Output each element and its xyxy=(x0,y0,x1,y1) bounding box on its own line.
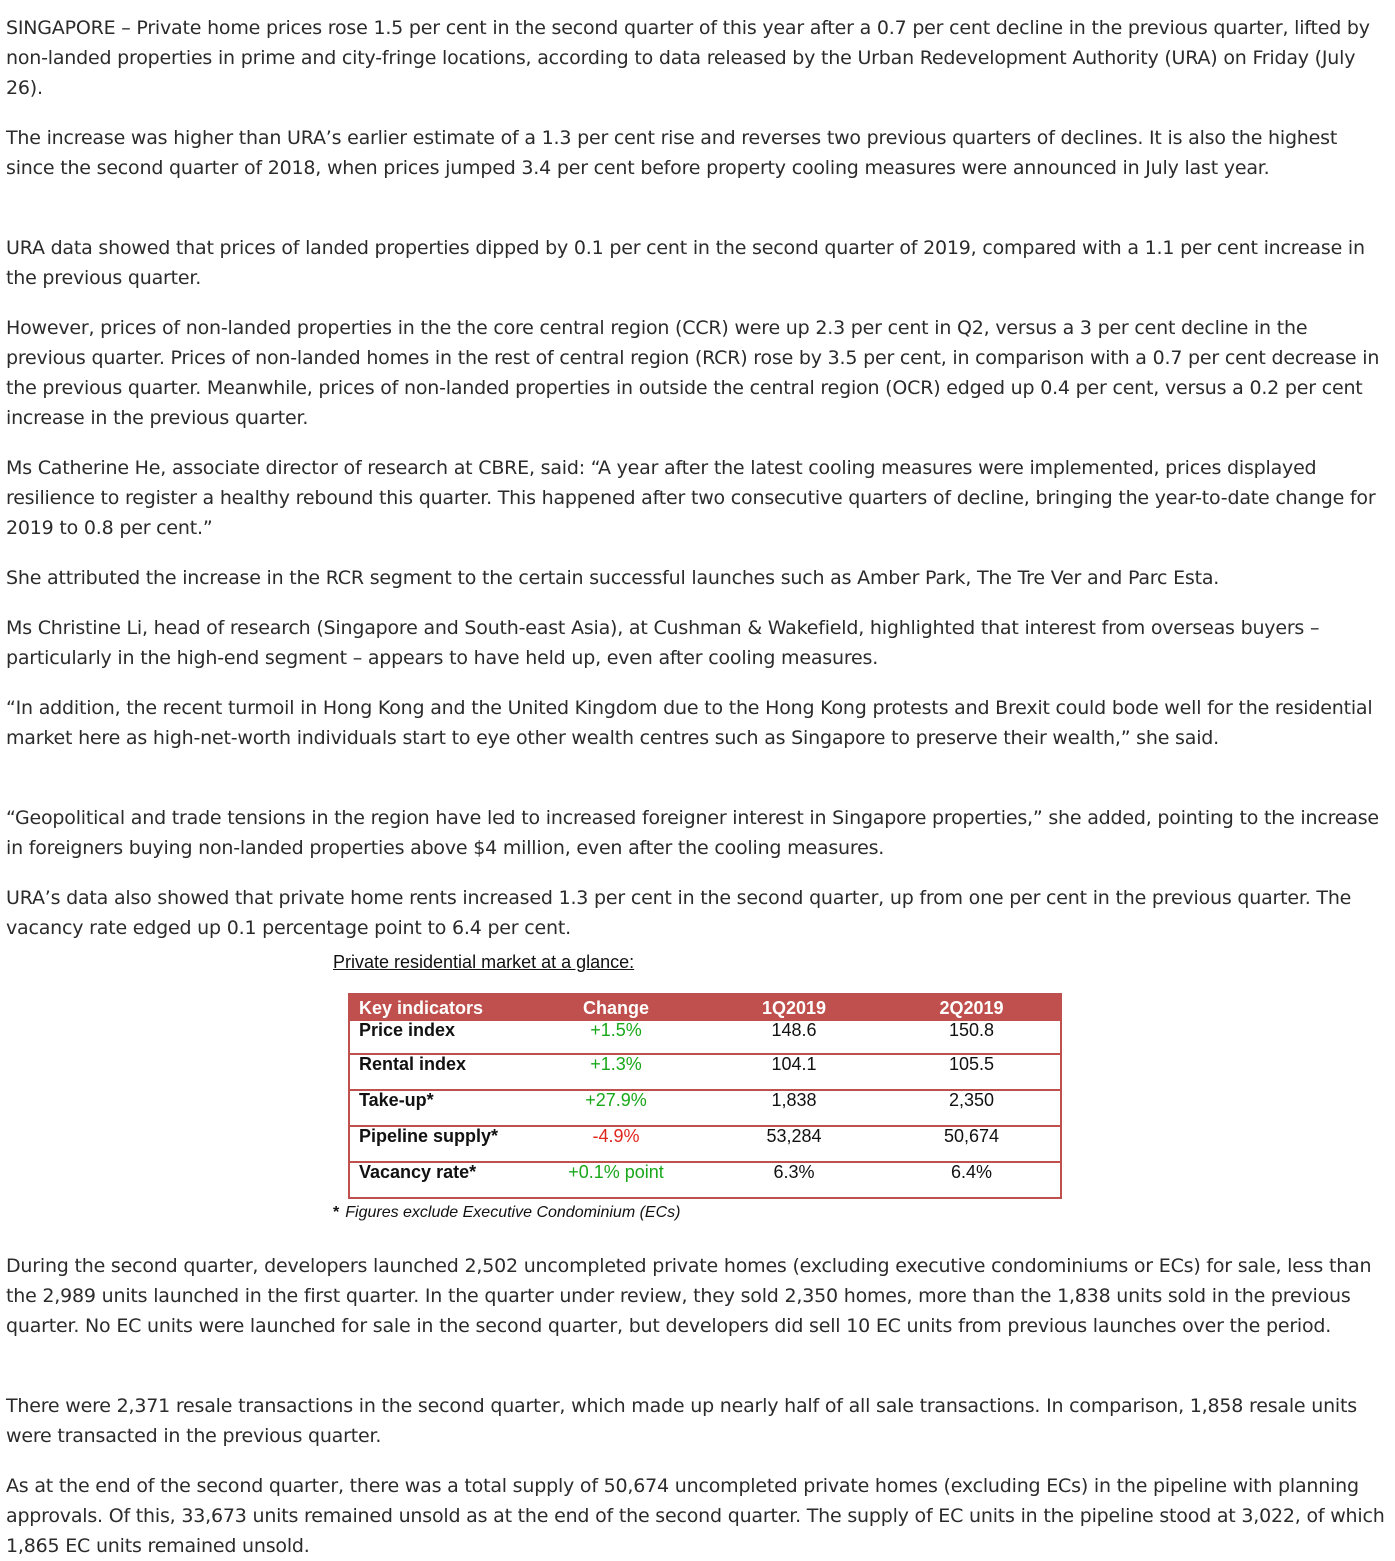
table-footnote xyxy=(333,1203,680,1223)
indicator-cell: Take-up* xyxy=(349,1090,527,1126)
indicator-cell: Rental index xyxy=(349,1054,527,1090)
footnote-marker: * xyxy=(333,1204,340,1221)
article-paragraph-1: SINGAPORE – Private home prices rose 1.5 per cent in the second quarter of this year after a 0.7 per cent decline in the previous quarter, lifted by non-landed properties in prime and city-fringe locations, according to data released by the Urban Redevelopment Authority (URA) on Friday (July 26). xyxy=(6,17,1370,99)
article-paragraph-7: Ms Christine Li, head of research (Singapore and South-east Asia), at Cushman & Wakefield, highlighted that interest from overseas buyers – particularly in the high-end segment – appears to have held up, even after cooling measures. xyxy=(6,617,1320,669)
q2-cell: 150.8 xyxy=(883,1021,1061,1054)
q2-cell: 50,674 xyxy=(883,1126,1061,1162)
q1-cell: 53,284 xyxy=(705,1126,883,1162)
table-row xyxy=(349,1021,1061,1054)
q1-cell: 1,838 xyxy=(705,1090,883,1126)
q2-cell: 6.4% xyxy=(883,1162,1061,1198)
q1-cell: 148.6 xyxy=(705,1021,883,1054)
article-paragraph-11: During the second quarter, developers launched 2,502 uncompleted private homes (excluding executive condominiums or ECs) for sale, less than the 2,989 units launched in the first quarter. In the quarter under review, they sold 2,350 homes, more than the 1,838 units sold in the previous quarter. No EC units were launched for sale in the second quarter, but developers did sell 10 EC units from previous launches over the period. xyxy=(6,1255,1372,1337)
change-cell: +1.5% xyxy=(527,1021,705,1054)
change-cell: +0.1% point xyxy=(527,1162,705,1198)
change-cell: +1.3% xyxy=(527,1054,705,1090)
q1-cell: 104.1 xyxy=(705,1054,883,1090)
article-paragraph-6: She attributed the increase in the RCR segment to the certain successful launches such as Amber Park, The Tre Ver and Parc Esta. xyxy=(6,567,1220,589)
article-paragraph-8: “In addition, the recent turmoil in Hong Kong and the United Kingdom due to the Hong Kong protests and Brexit could bode well for the residential market here as high-net-worth individuals start to eye other wealth centres such as Singapore to preserve their wealth,” she said. xyxy=(6,697,1373,749)
article-paragraph-12: There were 2,371 resale transactions in the second quarter, which made up nearly half of all sale transactions. In comparison, 1,858 resale units were transacted in the previous quarter. xyxy=(6,1395,1357,1447)
article-paragraph-2: The increase was higher than URA’s earlier estimate of a 1.3 per cent rise and reverses two previous quarters of declines. It is also the highest since the second quarter of 2018, when prices jumped 3.4 per cent before property cooling measures were announced in July last year. xyxy=(6,127,1338,179)
header-key-indicators: Key indicators xyxy=(349,994,527,1021)
change-cell: +27.9% xyxy=(527,1090,705,1126)
indicator-cell: Price index xyxy=(349,1021,527,1054)
article-paragraph-5: Ms Catherine He, associate director of research at CBRE, said: “A year after the latest cooling measures were implemented, prices displayed resilience to register a healthy rebound this quarter. This happened after two consecutive quarters of decline, bringing the year-to-date change for 2019 to 0.8 per cent.” xyxy=(6,457,1376,539)
article-paragraph-4: However, prices of non-landed properties in the the core central region (CCR) were up 2.3 per cent in Q2, versus a 3 per cent decline in the previous quarter. Prices of non-landed homes in the rest of central region (RCR) rose by 3.5 per cent, in comparison with a 0.7 per cent decrease in the previous quarter. Meanwhile, prices of non-landed properties in outside the central region (OCR) edged up 0.4 per cent, versus a 0.2 per cent increase in the previous quarter. xyxy=(6,317,1380,429)
footnote-text: Figures exclude Executive Condominium (ECs) xyxy=(345,1204,681,1221)
article-paragraph-10: URA’s data also showed that private home rents increased 1.3 per cent in the second quarter, up from one per cent in the previous quarter. The vacancy rate edged up 0.1 percentage point to 6.4 per cent. xyxy=(6,887,1352,939)
indicator-cell: Pipeline supply* xyxy=(349,1126,527,1162)
change-cell: -4.9% xyxy=(527,1126,705,1162)
table-row xyxy=(349,1054,1061,1090)
header-2q2019: 2Q2019 xyxy=(883,994,1061,1021)
q2-cell: 2,350 xyxy=(883,1090,1061,1126)
market-glance-table xyxy=(348,993,1060,1199)
table-caption: Private residential market at a glance: xyxy=(333,952,635,972)
header-1q2019: 1Q2019 xyxy=(705,994,883,1021)
table-header-row xyxy=(349,994,1061,1021)
header-change: Change xyxy=(527,994,705,1021)
table-row xyxy=(349,1090,1061,1126)
indicator-cell: Vacancy rate* xyxy=(349,1162,527,1198)
article-paragraph-9: “Geopolitical and trade tensions in the region have led to increased foreigner interest in Singapore properties,” she added, pointing to the increase in foreigners buying non-landed properties above $4 million, even after the cooling measures. xyxy=(6,807,1379,859)
q2-cell: 105.5 xyxy=(883,1054,1061,1090)
q1-cell: 6.3% xyxy=(705,1162,883,1198)
table-row xyxy=(349,1162,1061,1198)
table-row xyxy=(349,1126,1061,1162)
article-paragraph-13: As at the end of the second quarter, there was a total supply of 50,674 uncompleted private homes (excluding ECs) in the pipeline with planning approvals. Of this, 33,673 units remained unsold as at the end of the second quarter. The supply of EC units in the pipeline stood at 3,022, of which 1,865 EC units remained unsold. xyxy=(6,1475,1385,1557)
article-paragraph-3: URA data showed that prices of landed properties dipped by 0.1 per cent in the second quarter of 2019, compared with a 1.1 per cent increase in the previous quarter. xyxy=(6,237,1365,289)
